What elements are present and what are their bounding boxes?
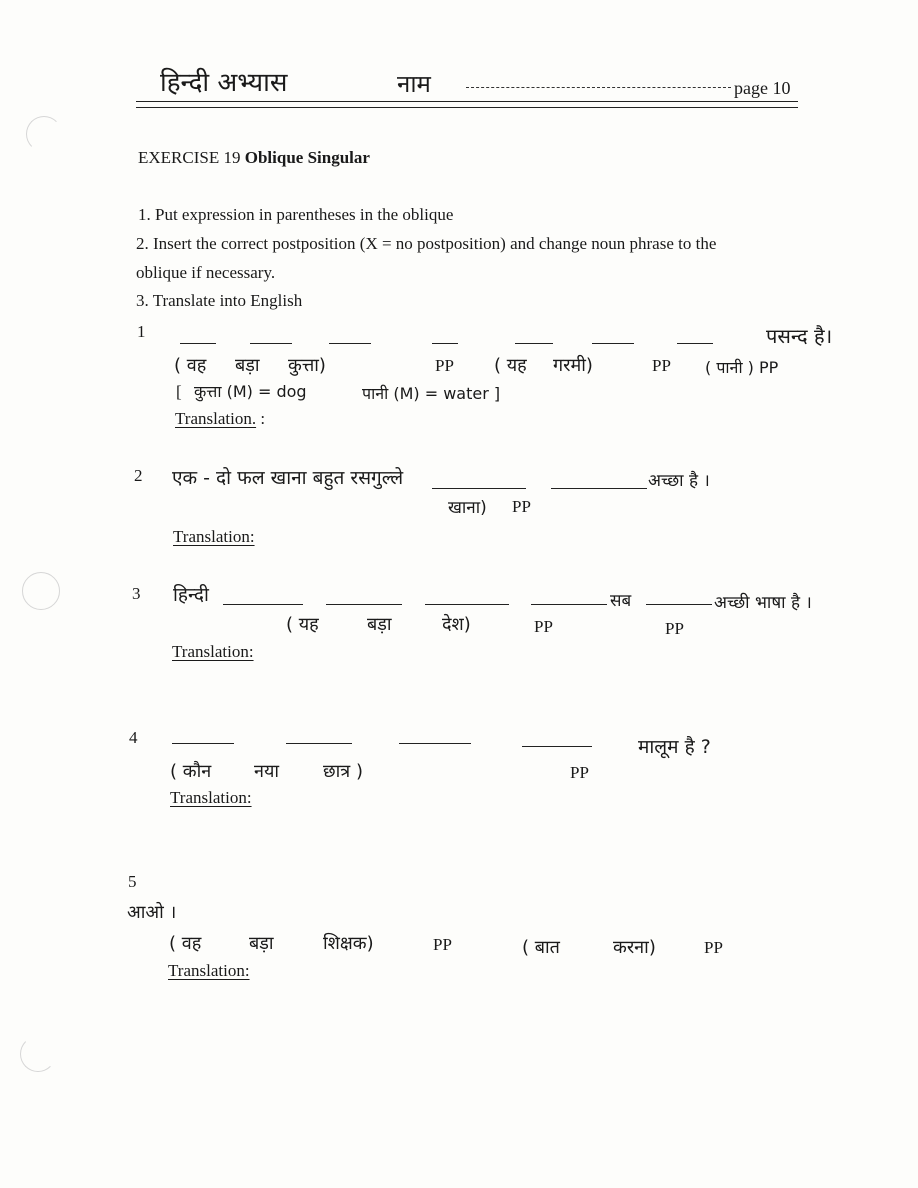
sentence-tail: पसन्द है। xyxy=(766,324,833,348)
hint-word: बड़ा xyxy=(235,355,260,376)
answer-blank[interactable] xyxy=(286,743,352,744)
answer-blank[interactable] xyxy=(425,604,509,605)
sentence-start: हिन्दी xyxy=(173,584,209,606)
translation-label: Translation: xyxy=(172,642,254,661)
hint-word: गरमी) xyxy=(553,355,593,376)
instruction-line: 2. Insert the correct postposition (X = no postposition) and change noun phrase to the xyxy=(136,234,717,253)
answer-blank[interactable] xyxy=(432,343,458,344)
translation-label: Translation: xyxy=(173,527,255,546)
item-number: 2 xyxy=(134,466,143,485)
hole-punch-mark xyxy=(22,572,60,610)
hint-word: PP xyxy=(665,619,684,638)
item-number: 5 xyxy=(128,872,137,891)
instruction-line: 3. Translate into English xyxy=(136,291,303,310)
hint-word: छात्र ) xyxy=(323,761,363,782)
exercise-number: EXERCISE 19 xyxy=(138,148,241,167)
answer-blank[interactable] xyxy=(172,743,234,744)
hint-word: PP xyxy=(433,935,452,954)
sentence-tail: अच्छा है । xyxy=(648,471,710,491)
hint-word: ( वह xyxy=(174,355,207,376)
translation-label: Translation: xyxy=(170,788,252,807)
hint-word: PP xyxy=(435,356,454,375)
hint-word: देश) xyxy=(442,614,471,635)
answer-blank[interactable] xyxy=(522,746,592,747)
gloss-entry: कुत्ता (M) = dog xyxy=(194,382,307,401)
translation-label: Translation: xyxy=(168,961,250,980)
hint-word: ( कौन xyxy=(170,761,212,782)
hint-word: बड़ा xyxy=(249,933,274,954)
answer-blank[interactable] xyxy=(180,343,216,344)
item-number: 4 xyxy=(129,728,138,747)
hint-word: ( पानी ) PP xyxy=(705,358,779,377)
answer-blank[interactable] xyxy=(326,604,402,605)
answer-blank[interactable] xyxy=(646,604,712,605)
exercise-heading xyxy=(138,148,370,168)
hint-word: PP xyxy=(512,497,531,516)
hole-punch-mark xyxy=(20,1036,56,1072)
hint-word: PP xyxy=(704,938,723,957)
answer-blank[interactable] xyxy=(515,343,553,344)
hint-word: PP xyxy=(652,356,671,375)
hint-word: नया xyxy=(254,761,280,782)
header-title: हिन्दी अभ्यास xyxy=(160,68,288,98)
answer-blank[interactable] xyxy=(531,604,607,605)
instruction-line: oblique if necessary. xyxy=(136,263,276,282)
hint-word: ( यह xyxy=(286,614,319,635)
name-field-line xyxy=(466,87,731,88)
hole-punch-mark xyxy=(26,116,62,152)
sentence-start: आओ । xyxy=(127,902,177,923)
answer-blank[interactable] xyxy=(329,343,371,344)
answer-blank[interactable] xyxy=(677,343,713,344)
hint-word: ( बात xyxy=(522,937,560,958)
hint-word: करना) xyxy=(613,937,656,958)
hint-word: ( यह xyxy=(494,355,527,376)
hint-word: ( वह xyxy=(169,933,202,954)
hint-word: शिक्षक) xyxy=(323,933,374,954)
hint-word: PP xyxy=(570,763,589,782)
gloss-open: [ xyxy=(176,382,182,401)
item-number: 1 xyxy=(137,322,146,341)
answer-blank[interactable] xyxy=(223,604,303,605)
header-rule xyxy=(136,101,798,102)
name-label: नाम xyxy=(397,70,431,98)
sentence-start: एक - दो फल खाना बहुत रसगुल्ले xyxy=(172,467,404,489)
instruction-line: 1. Put expression in parentheses in the oblique xyxy=(138,205,454,224)
sentence-tail: अच्छी भाषा है । xyxy=(714,593,812,613)
item-number: 3 xyxy=(132,584,141,603)
hint-word: बड़ा xyxy=(367,614,392,635)
answer-blank[interactable] xyxy=(432,488,526,489)
answer-blank[interactable] xyxy=(250,343,292,344)
answer-blank[interactable] xyxy=(592,343,634,344)
hint-word: खाना) xyxy=(448,498,487,518)
translation-label-suffix: : xyxy=(256,409,266,428)
translation-label xyxy=(175,409,265,429)
exercise-title: Oblique Singular xyxy=(244,148,370,167)
sentence-middle: सब xyxy=(610,591,632,611)
translation-label-text: Translation. xyxy=(175,409,257,428)
hint-word: PP xyxy=(534,617,553,636)
sentence-tail: मालूम है ? xyxy=(638,736,711,758)
header-rule xyxy=(136,107,798,108)
answer-blank[interactable] xyxy=(399,743,471,744)
hint-word: कुत्ता) xyxy=(288,355,326,376)
answer-blank[interactable] xyxy=(551,488,647,489)
page-number: page 10 xyxy=(734,78,791,98)
gloss-entry: पानी (M) = water ] xyxy=(362,384,501,403)
